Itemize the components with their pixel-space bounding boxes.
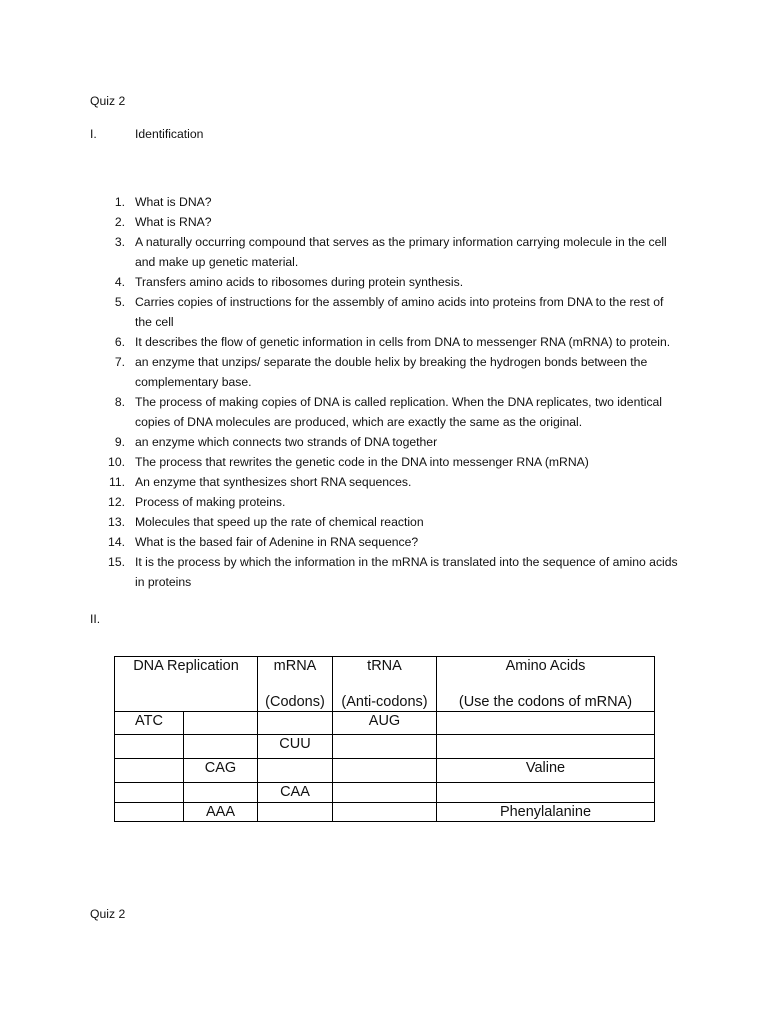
cell-amino-acid: Phenylalanine xyxy=(437,803,655,822)
header-amino-acids xyxy=(437,657,655,712)
header-mrna-sub: (Codons) xyxy=(265,694,325,710)
question-number: 1. xyxy=(114,195,125,209)
cell-amino-acid xyxy=(437,735,655,759)
header-trna xyxy=(333,657,437,712)
question-number: 4. xyxy=(114,275,125,289)
question-item xyxy=(100,192,680,212)
question-item xyxy=(100,492,680,512)
cell-trna xyxy=(333,803,437,822)
question-number: 9. xyxy=(114,435,125,449)
question-number: 15. xyxy=(108,555,125,569)
question-text: Process of making proteins. xyxy=(135,495,286,509)
cell-dna-b xyxy=(184,735,258,759)
table-row xyxy=(115,783,655,803)
question-text: It is the process by which the information in the mRNA is translated into the sequence of amino acids in proteins xyxy=(135,555,678,589)
question-number: 7. xyxy=(114,355,125,369)
cell-dna-a: ATC xyxy=(115,712,184,735)
question-text: Molecules that speed up the rate of chemical reaction xyxy=(135,515,424,529)
quiz-title: Quiz 2 xyxy=(90,94,126,108)
question-item xyxy=(100,232,680,272)
question-item xyxy=(100,272,680,292)
question-item xyxy=(100,212,680,232)
cell-dna-a xyxy=(115,803,184,822)
header-dna-label: DNA Replication xyxy=(133,658,239,674)
question-number: 5. xyxy=(114,295,125,309)
cell-amino-acid xyxy=(437,783,655,803)
cell-trna xyxy=(333,735,437,759)
question-text: What is the based fair of Adenine in RNA sequence? xyxy=(135,535,419,549)
header-mrna xyxy=(258,657,333,712)
cell-amino-acid: Valine xyxy=(437,759,655,783)
cell-dna-b: AAA xyxy=(184,803,258,822)
question-text: What is RNA? xyxy=(135,215,212,229)
cell-dna-a xyxy=(115,759,184,783)
question-number: 3. xyxy=(114,235,125,249)
question-text: an enzyme that unzips/ separate the double helix by breaking the hydrogen bonds between the complementary base. xyxy=(135,355,648,389)
table-row xyxy=(115,712,655,735)
table-row xyxy=(115,759,655,783)
section-label: Identification xyxy=(135,127,204,141)
header-trna-label: tRNA xyxy=(367,658,402,674)
question-item xyxy=(100,512,680,532)
table-row xyxy=(115,803,655,822)
question-text: What is DNA? xyxy=(135,195,212,209)
cell-trna xyxy=(333,783,437,803)
section-2-heading: II. xyxy=(90,612,101,626)
question-number: 14. xyxy=(108,535,125,549)
header-aa-sub: (Use the codons of mRNA) xyxy=(458,694,633,710)
question-text: The process of making copies of DNA is called replication. When the DNA replicates, two identical copies of DNA molecules are produced, which are exactly the same as the original. xyxy=(135,395,663,429)
cell-mrna xyxy=(258,803,333,822)
question-text: an enzyme which connects two strands of DNA together xyxy=(135,435,438,449)
question-number: 6. xyxy=(114,335,125,349)
question-number: 12. xyxy=(108,495,125,509)
header-dna-replication xyxy=(115,657,258,712)
question-item xyxy=(100,332,680,352)
question-number: 2. xyxy=(114,215,125,229)
cell-mrna xyxy=(258,712,333,735)
question-text: An enzyme that synthesizes short RNA sequences. xyxy=(135,475,412,489)
question-item xyxy=(100,432,680,452)
header-aa-label: Amino Acids xyxy=(505,658,586,674)
cell-amino-acid xyxy=(437,712,655,735)
question-text: Transfers amino acids to ribosomes during protein synthesis. xyxy=(135,275,464,289)
cell-mrna: CUU xyxy=(258,735,333,759)
question-item xyxy=(100,292,680,332)
codon-table xyxy=(114,656,655,822)
question-number: 11. xyxy=(108,475,125,489)
question-number: 13. xyxy=(108,515,125,529)
question-item xyxy=(100,532,680,552)
cell-dna-a xyxy=(115,735,184,759)
question-number: 8. xyxy=(114,395,125,409)
cell-dna-b xyxy=(184,712,258,735)
cell-mrna: CAA xyxy=(258,783,333,803)
question-text: It describes the flow of genetic information in cells from DNA to messenger RNA (mRNA) to protein. xyxy=(135,335,671,349)
cell-trna: AUG xyxy=(333,712,437,735)
question-item xyxy=(100,352,680,392)
table-header-row xyxy=(115,657,655,712)
question-text: Carries copies of instructions for the assembly of amino acids into proteins from DNA to the rest of the cell xyxy=(135,295,664,329)
question-item xyxy=(100,472,680,492)
cell-mrna xyxy=(258,759,333,783)
section-number: I. xyxy=(90,127,97,141)
question-list xyxy=(100,192,680,592)
cell-dna-b: CAG xyxy=(184,759,258,783)
header-trna-sub: (Anti-codons) xyxy=(341,694,428,710)
footer-quiz-title: Quiz 2 xyxy=(90,907,126,921)
question-item xyxy=(100,392,680,432)
table-row xyxy=(115,735,655,759)
question-item xyxy=(100,552,680,592)
cell-dna-b xyxy=(184,783,258,803)
header-mrna-label: mRNA xyxy=(273,658,317,674)
question-number: 10. xyxy=(108,455,125,469)
question-text: A naturally occurring compound that serves as the primary information carrying molecule in the cell and make up genetic material. xyxy=(135,235,667,269)
cell-trna xyxy=(333,759,437,783)
question-text: The process that rewrites the genetic code in the DNA into messenger RNA (mRNA) xyxy=(135,455,589,469)
cell-dna-a xyxy=(115,783,184,803)
question-item xyxy=(100,452,680,472)
